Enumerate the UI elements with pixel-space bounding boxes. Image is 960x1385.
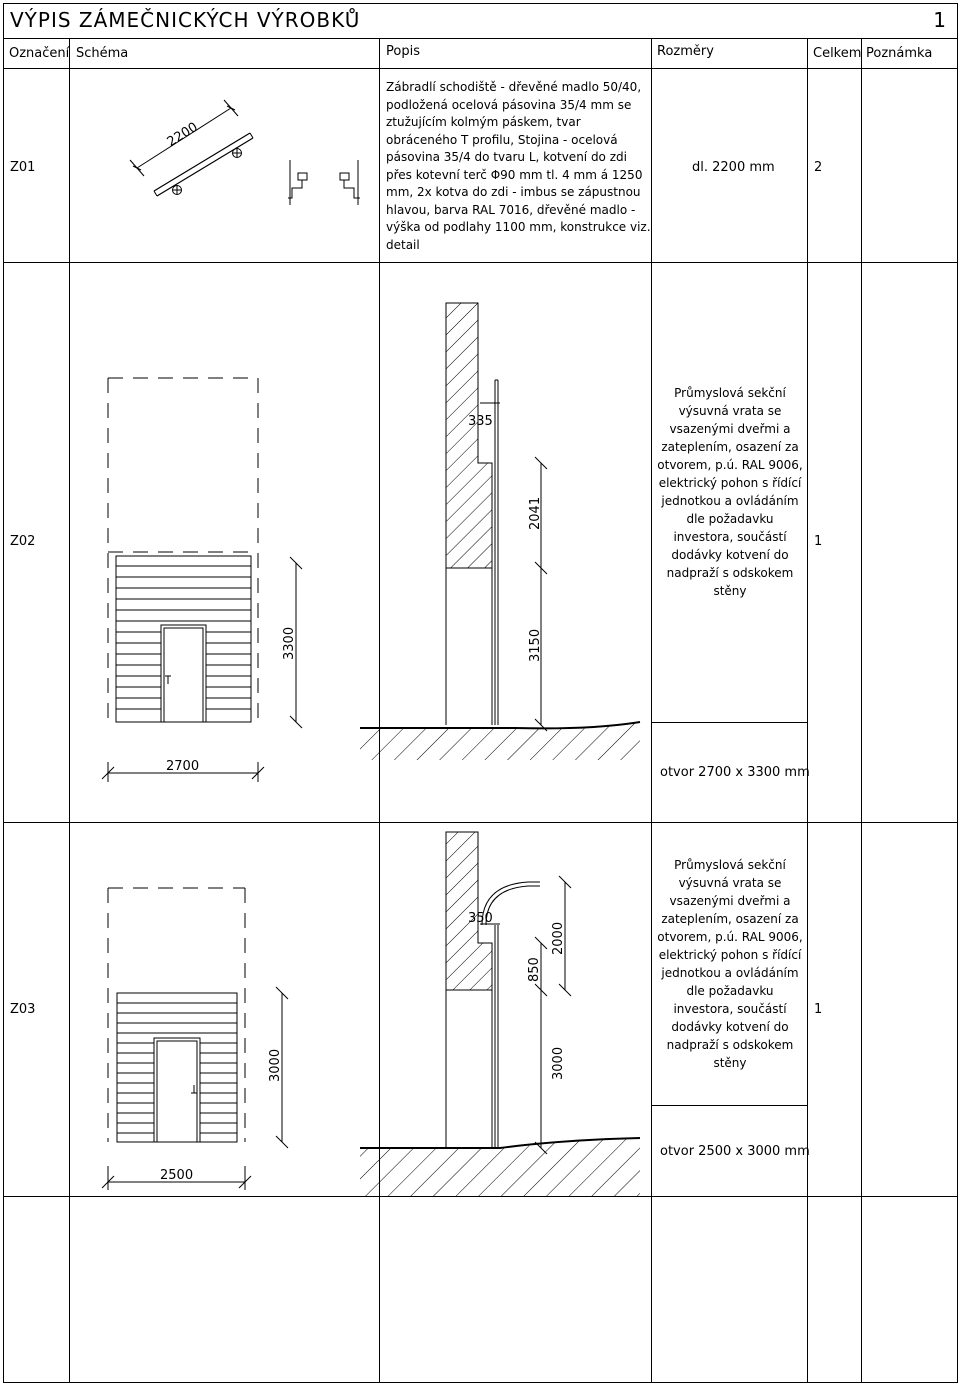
header-celkem: Celkem — [813, 46, 862, 61]
z02-height-dimension: 3300 — [282, 626, 297, 660]
header-schema: Schéma — [76, 46, 129, 61]
item-description-z01: Zábradlí schodiště - dřevěné madlo 50/40, podložená ocelová pásovina 35/4 mm se ztužujícím kolmým páskem, tvar obráceného T profilu, Stojina - ocelová pásovina 35/4 do tvaru L, kotvení do zdi přes kotevní terč Φ90 mm tl. 4 mm á 1250 mm, 2x kotva do zdi - imbus se zápustnou hlavou, barva RAL 7016, dřevěné madlo - výška od podlahy 1100 mm, konstrukce viz. detail — [386, 80, 651, 252]
item-id-z02: Z02 — [10, 534, 36, 549]
gate-section-z03 — [360, 832, 640, 1196]
item-dimensions-z03: otvor 2500 x 3000 mm — [660, 1144, 810, 1159]
item-dimensions-z02: otvor 2700 x 3300 mm — [660, 765, 810, 780]
railing-schema-z01 — [130, 100, 360, 205]
z02-lower-dimension: 3150 — [528, 628, 543, 662]
z03-lower-dimension: 3000 — [551, 1046, 566, 1080]
item-description-z03: Průmyslová sekční výsuvná vrata se vsazenými dveřmi a zateplením, osazení za otvorem, p.ú. RAL 9006, elektrický pohon s řídící jednotkou a ovládáním dle požadavku investora, součástí dodávky kotvení do nadpraží s odskokem stěny — [657, 858, 803, 1070]
gate-elevation-z02 — [102, 378, 302, 782]
z01-length-dimension: 2200 — [164, 119, 201, 150]
z02-width-dimension: 2700 — [166, 759, 200, 774]
z02-upper-dimension: 2041 — [528, 496, 543, 530]
item-total-z02: 1 — [814, 534, 823, 549]
header-poznamka: Poznámka — [866, 46, 933, 61]
header-oznaceni: Označení — [9, 46, 70, 61]
z03-mid-dimension: 850 — [527, 957, 542, 982]
gate-elevation-z03 — [102, 888, 288, 1190]
z03-offset-dimension: 350 — [468, 911, 493, 926]
header-popis: Popis — [386, 44, 420, 59]
z02-offset-dimension: 335 — [468, 414, 493, 429]
item-description-z02: Průmyslová sekční výsuvná vrata se vsazenými dveřmi a zateplením, osazení za otvorem, p.ú. RAL 9006, elektrický pohon s řídící jednotkou a ovládáním dle požadavku investora, součástí dodávky kotvení do nadpraží s odskokem stěny — [657, 386, 803, 598]
item-id-z01: Z01 — [10, 160, 36, 175]
z03-height-dimension: 3000 — [268, 1048, 283, 1082]
item-dimensions-z01: dl. 2200 mm — [692, 160, 775, 175]
z03-top-dimension: 2000 — [551, 921, 566, 955]
item-total-z01: 2 — [814, 160, 823, 175]
item-total-z03: 1 — [814, 1002, 823, 1017]
item-id-z03: Z03 — [10, 1002, 36, 1017]
header-rozmery: Rozměry — [657, 44, 714, 59]
gate-section-z02 — [360, 303, 640, 760]
sheet-title: VÝPIS ZÁMEČNICKÝCH VÝROBKŮ — [10, 8, 361, 32]
sheet-number: 1 — [933, 8, 946, 32]
z03-width-dimension: 2500 — [160, 1168, 194, 1183]
